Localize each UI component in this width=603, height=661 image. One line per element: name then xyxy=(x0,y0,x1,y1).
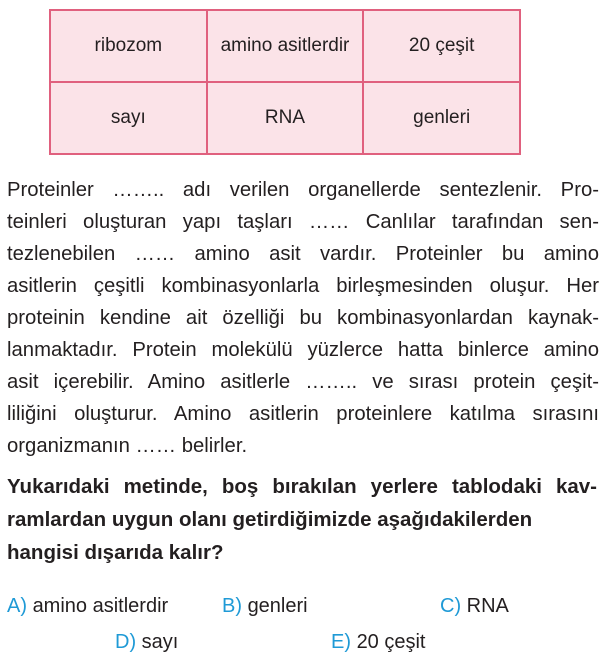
option-text: 20 çeşit xyxy=(356,631,426,653)
passage-text xyxy=(7,174,599,462)
passage-line: asitlerin çeşitli kombinasyonlarla birleşmesinden oluşur. Her xyxy=(7,275,599,297)
table-cell: amino asitlerdir xyxy=(207,10,364,82)
option-text: RNA xyxy=(466,595,509,617)
question-line: hangisi dışarıda kalır? xyxy=(7,541,224,564)
option-letter: B) xyxy=(222,595,242,617)
option-d[interactable] xyxy=(115,630,178,654)
table-row xyxy=(50,10,520,82)
table-cell: ribozom xyxy=(50,10,207,82)
option-letter: C) xyxy=(440,595,462,617)
table-row xyxy=(50,82,520,154)
option-letter: A) xyxy=(7,595,27,617)
question-text xyxy=(7,470,597,569)
passage-line: lanmaktadır. Protein molekülü yüzlerce hatta binlerce amino xyxy=(7,339,599,361)
concept-table xyxy=(49,9,521,155)
option-b[interactable] xyxy=(222,594,308,618)
option-e[interactable] xyxy=(331,630,426,654)
passage-line: tezlenebilen …… amino asit vardır. Proteinler bu amino xyxy=(7,243,599,265)
table-cell: sayı xyxy=(50,82,207,154)
question-line: ramlardan uygun olanı getirdiğimizde aşağıdakilerden xyxy=(7,508,533,531)
passage-line: asit içerebilir. Amino asitlerle …….. ve sırası protein çeşit- xyxy=(7,371,599,393)
passage-line: Proteinler …….. adı verilen organellerde sentezlenir. Pro- xyxy=(7,179,599,201)
table-cell: 20 çeşit xyxy=(363,10,520,82)
option-c[interactable] xyxy=(440,594,509,618)
question-line: Yukarıdaki metinde, boş bırakılan yerlere tablodaki kav- xyxy=(7,475,597,498)
option-a[interactable] xyxy=(7,594,168,618)
option-text: sayı xyxy=(141,631,179,653)
passage-line: organizmanın …… belirler. xyxy=(7,435,248,457)
passage-line: proteinin kendine ait özelliği bu kombinasyonlardan kaynak- xyxy=(7,307,599,329)
passage-line: liliğini oluşturur. Amino asitlerin proteinlere katılma sırasını xyxy=(7,403,599,425)
table-cell: genleri xyxy=(363,82,520,154)
option-letter: D) xyxy=(115,631,137,653)
table-cell: RNA xyxy=(207,82,364,154)
option-letter: E) xyxy=(331,631,351,653)
passage-line: teinleri oluşturan yapı taşları …… Canlılar tarafından sen- xyxy=(7,211,599,233)
option-text: amino asitlerdir xyxy=(32,595,169,617)
option-text: genleri xyxy=(247,595,308,617)
